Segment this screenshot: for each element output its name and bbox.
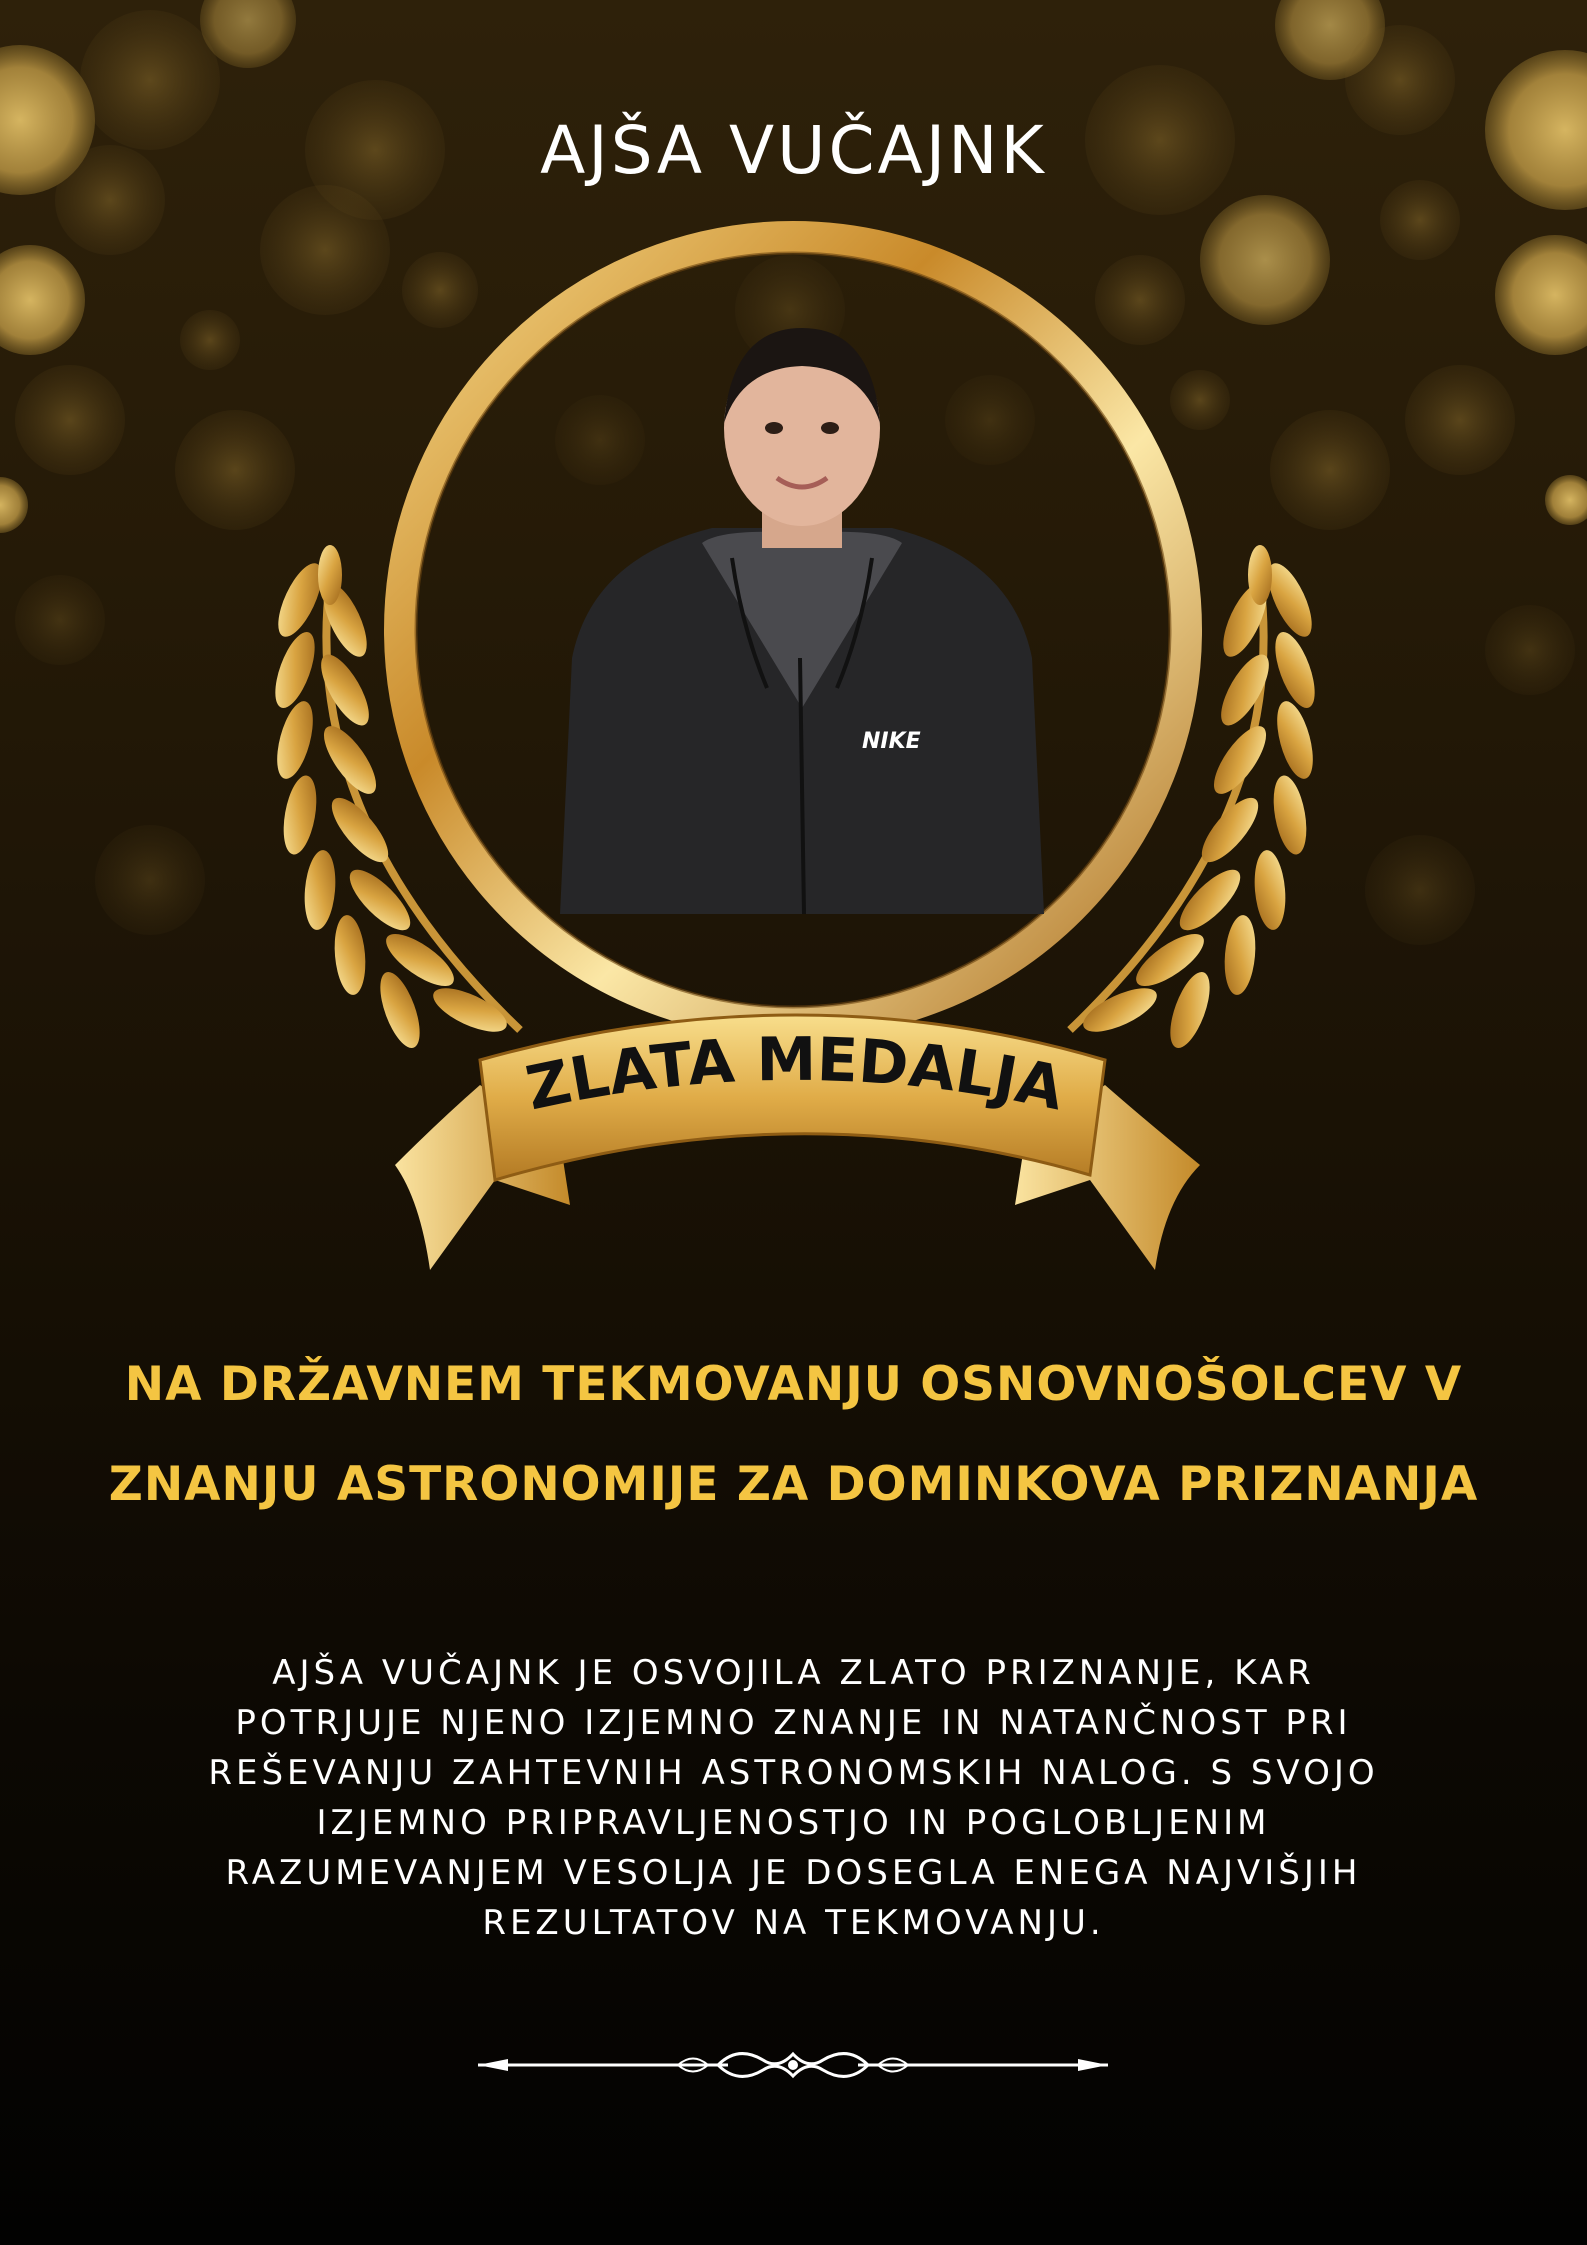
description-line: IZJEMNO PRIPRAVLJENOSTJO IN POGLOBLJENIM: [316, 1803, 1271, 1843]
hoodie-logo: NIKE: [862, 729, 921, 754]
description-line: REZULTATOV NA TEKMOVANJU.: [482, 1903, 1105, 1943]
subtitle-line: NA DRŽAVNEM TEKMOVANJU OSNOVNOŠOLCEV V: [124, 1357, 1463, 1412]
description-line: AJŠA VUČAJNK JE OSVOJILA ZLATO PRIZNANJE, KAR: [272, 1653, 1315, 1693]
award-subtitle: [100, 1335, 1487, 1535]
svg-text:ZLATA MEDALJA: [520, 1025, 1070, 1125]
recipient-name: AJŠA VUČAJNK: [540, 112, 1047, 190]
description-line: RAZUMEVANJEM VESOLJA JE DOSEGLA ENEGA NAJVIŠJIH: [225, 1853, 1362, 1893]
award-description: [180, 1648, 1407, 1948]
description-line: POTRJUJE NJENO IZJEMNO ZNANJE IN NATANČNOST PRI: [235, 1703, 1352, 1743]
portrait-photo: [552, 328, 1052, 914]
subtitle-line: ZNANJU ASTRONOMIJE ZA DOMINKOVA PRIZNANJA: [108, 1457, 1479, 1512]
description-line: REŠEVANJU ZAHTEVNIH ASTRONOMSKIH NALOG. S SVOJO: [208, 1753, 1379, 1793]
award-title: ZLATA MEDALJA: [520, 1024, 1070, 1125]
ornamental-divider-icon: [478, 2040, 1108, 2090]
award-banner: [480, 1000, 1110, 1200]
